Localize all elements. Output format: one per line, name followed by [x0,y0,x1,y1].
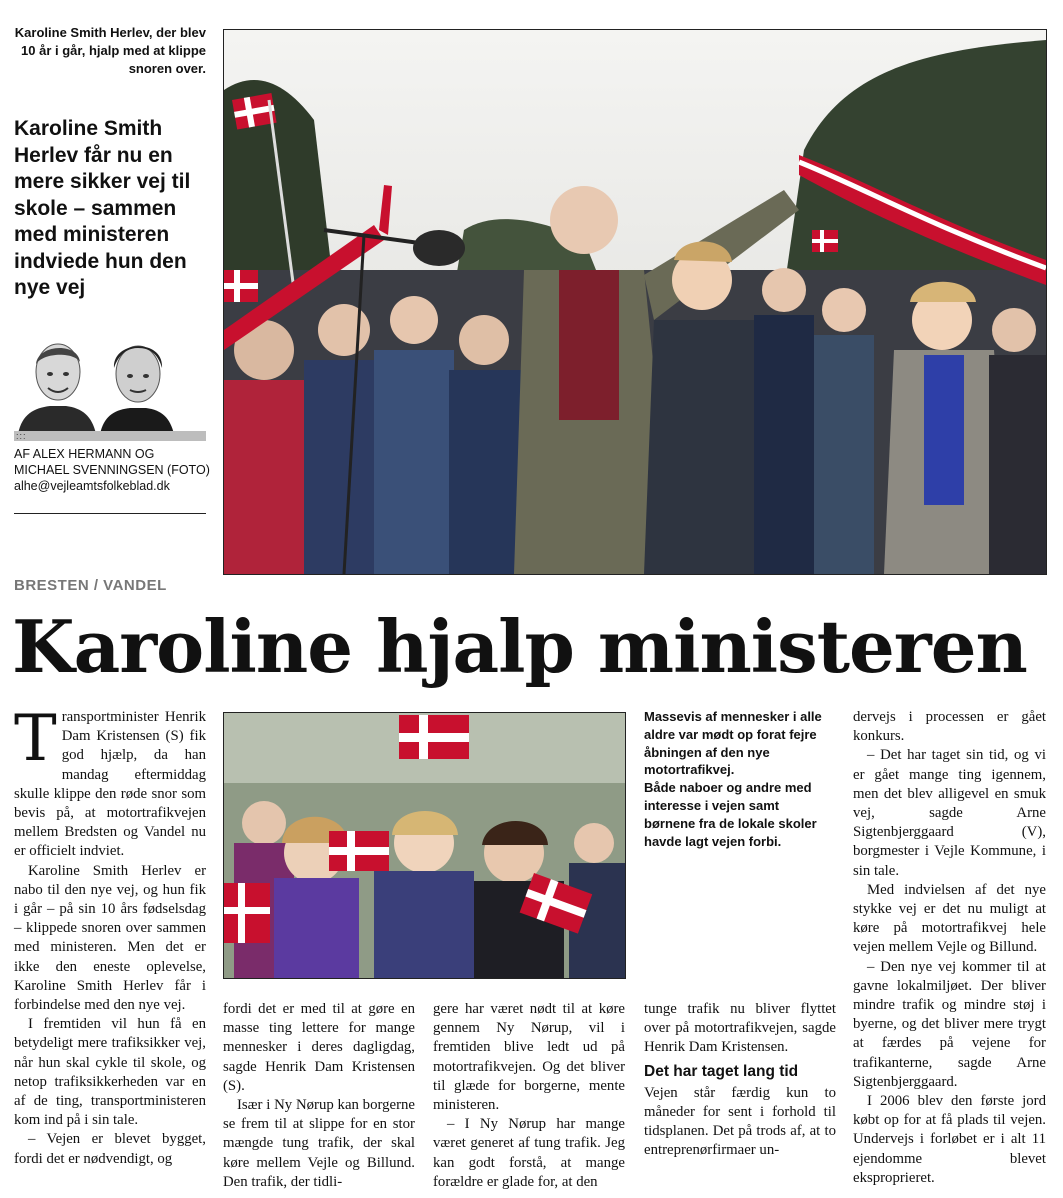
byline-portraits [14,334,206,434]
portrait-alex-hermann [18,344,96,434]
ribbon-cutting-photo [224,30,1046,574]
drop-cap: T [14,702,57,776]
caption-line-2: Både naboer og andre med interesse i vejen samt børnene fra de lokale skoler havde lagt vejen forbi. [644,780,817,849]
headline: Karoline hjalp ministeren [12,604,1027,689]
flag-1 [399,715,469,759]
photo-caption: Karoline Smith Herlev, der blev 10 år i går, hjalp med at klippe snoren over. [14,25,206,76]
article-column-2 [223,1000,415,1192]
paragraph: – Vejen er blevet bygget, fordi det er nødvendigt, og [14,1131,206,1167]
article-column-4 [644,1000,836,1160]
paragraph: – I Ny Nørup har mange været generet af tung trafik. Jeg kan godt forstå, at mange forældre er glade for, at den [433,1116,625,1190]
byline-dots: ::: [16,431,27,441]
children-with-flags-photo [224,713,625,978]
byline-bar [14,431,206,441]
paragraph: Med indvielsen af det nye stykke vej er det nu muligt at køre på motortrafikvej hele vejen mellem Vejle og Billund. [853,881,1046,956]
paragraph: dervejs i processen er gået konkurs. [853,709,1046,745]
hero-photo [223,29,1047,575]
article-column-5 [853,708,1046,1188]
paragraph: ransportminister Henrik Dam Kristensen (S) fik god hjælp, da han mandag eftermiddag skulle klippe den røde snor som bevis på, at motortrafikvejen mellem Bredsten og Vandel nu er officielt indviet. [14,709,206,860]
subheading: Det har taget lang tid [644,1062,799,1080]
paragraph: Især i Ny Nørup kan borgerne se frem til at slippe for en stor mængde tung trafik, der skal køre mellem Vejle og Billund. Den trafik, der tidli- [223,1097,415,1190]
paragraph: tunge trafik nu bliver flyttet over på motortrafikvejen, sagde Henrik Dam Kristensen. [644,1001,836,1056]
paragraph: I fremtiden vil hun få en betydeligt mere trafiksikker vej, når hun skal cykle til skole, og netop trafiksikkerheden var en af de ting, transportministeren kom ind på i sin tale. [14,1016,206,1129]
article-column-3 [433,1000,625,1192]
caption-line-1: Massevis af mennesker i alle aldre var mødt op forat fejre åbningen af den nye motortrafikvej. [644,709,822,778]
paragraph: – Den nye vej kommer til at gavne lokalmiljøet. Der bliver mindre trafik og mindre støj i byerne, og det bliver mere trygt at færdes på vejene for trafikanterne, sagde Arne Sigtenbjerggaard. [853,958,1046,1090]
byline-authors-1: AF ALEX HERMANN OG [14,447,155,461]
flag-4 [224,883,270,943]
paragraph: fordi det er med til at gøre en masse ting lettere for mange mennesker i deres dagligdag, sagde Henrik Dam Kristensen (S). [223,1001,415,1094]
paragraph: gere har været nødt til at køre gennem Ny Nørup, vil i fremtiden blive ledt ud på motortrafikvejen. Og det bliver til glæde for borgerne, mente ministeren. [433,1001,625,1114]
byline-divider [14,513,206,514]
paragraph: – Det har taget sin tid, og vi er gået mange ting igennem, men det blev alligevel en smuk vej, sagde Arne Sigtenbjerggaard (V), borgmester i Vejle Kommune, i sin tale. [853,747,1046,879]
portrait-michael-svenningsen [100,346,174,434]
paragraph: Vejen står færdig kun to måneder for sent i forhold til tidsplanen. Det på trods af, at to entreprenørfirmaer un- [644,1084,836,1159]
byline-email: alhe@vejleamtsfolkeblad.dk [14,479,170,493]
paragraph: I 2006 blev den første jord købt op for at få plads til vejen. Undervejs i forløbet er i alt 11 ejendomme blevet eksproprieret. [853,1093,1046,1186]
location-label: BRESTEN / VANDEL [14,577,167,594]
author-portraits-image [14,334,206,434]
teaser: Karoline Smith Herlev får nu en mere sikker vej til skole – sammen med ministeren indviede hun den nye vej [14,117,191,299]
byline [14,446,214,494]
crowd-photo [223,712,626,979]
photo-side-caption [644,708,834,850]
paragraph: Karoline Smith Herlev er nabo til den nye vej, og hun fik i går – på sin 10 års fødselsdag – klippede snoren over sammen med ministeren. Men det er ikke den eneste oplevelse, Karoline Smith Herlev får i forbindelse med den nye vej. [14,862,206,1014]
byline-authors-2: MICHAEL SVENNINGSEN (FOTO) [14,463,210,477]
flag-2 [329,831,389,871]
article-column-1 [14,702,206,1169]
